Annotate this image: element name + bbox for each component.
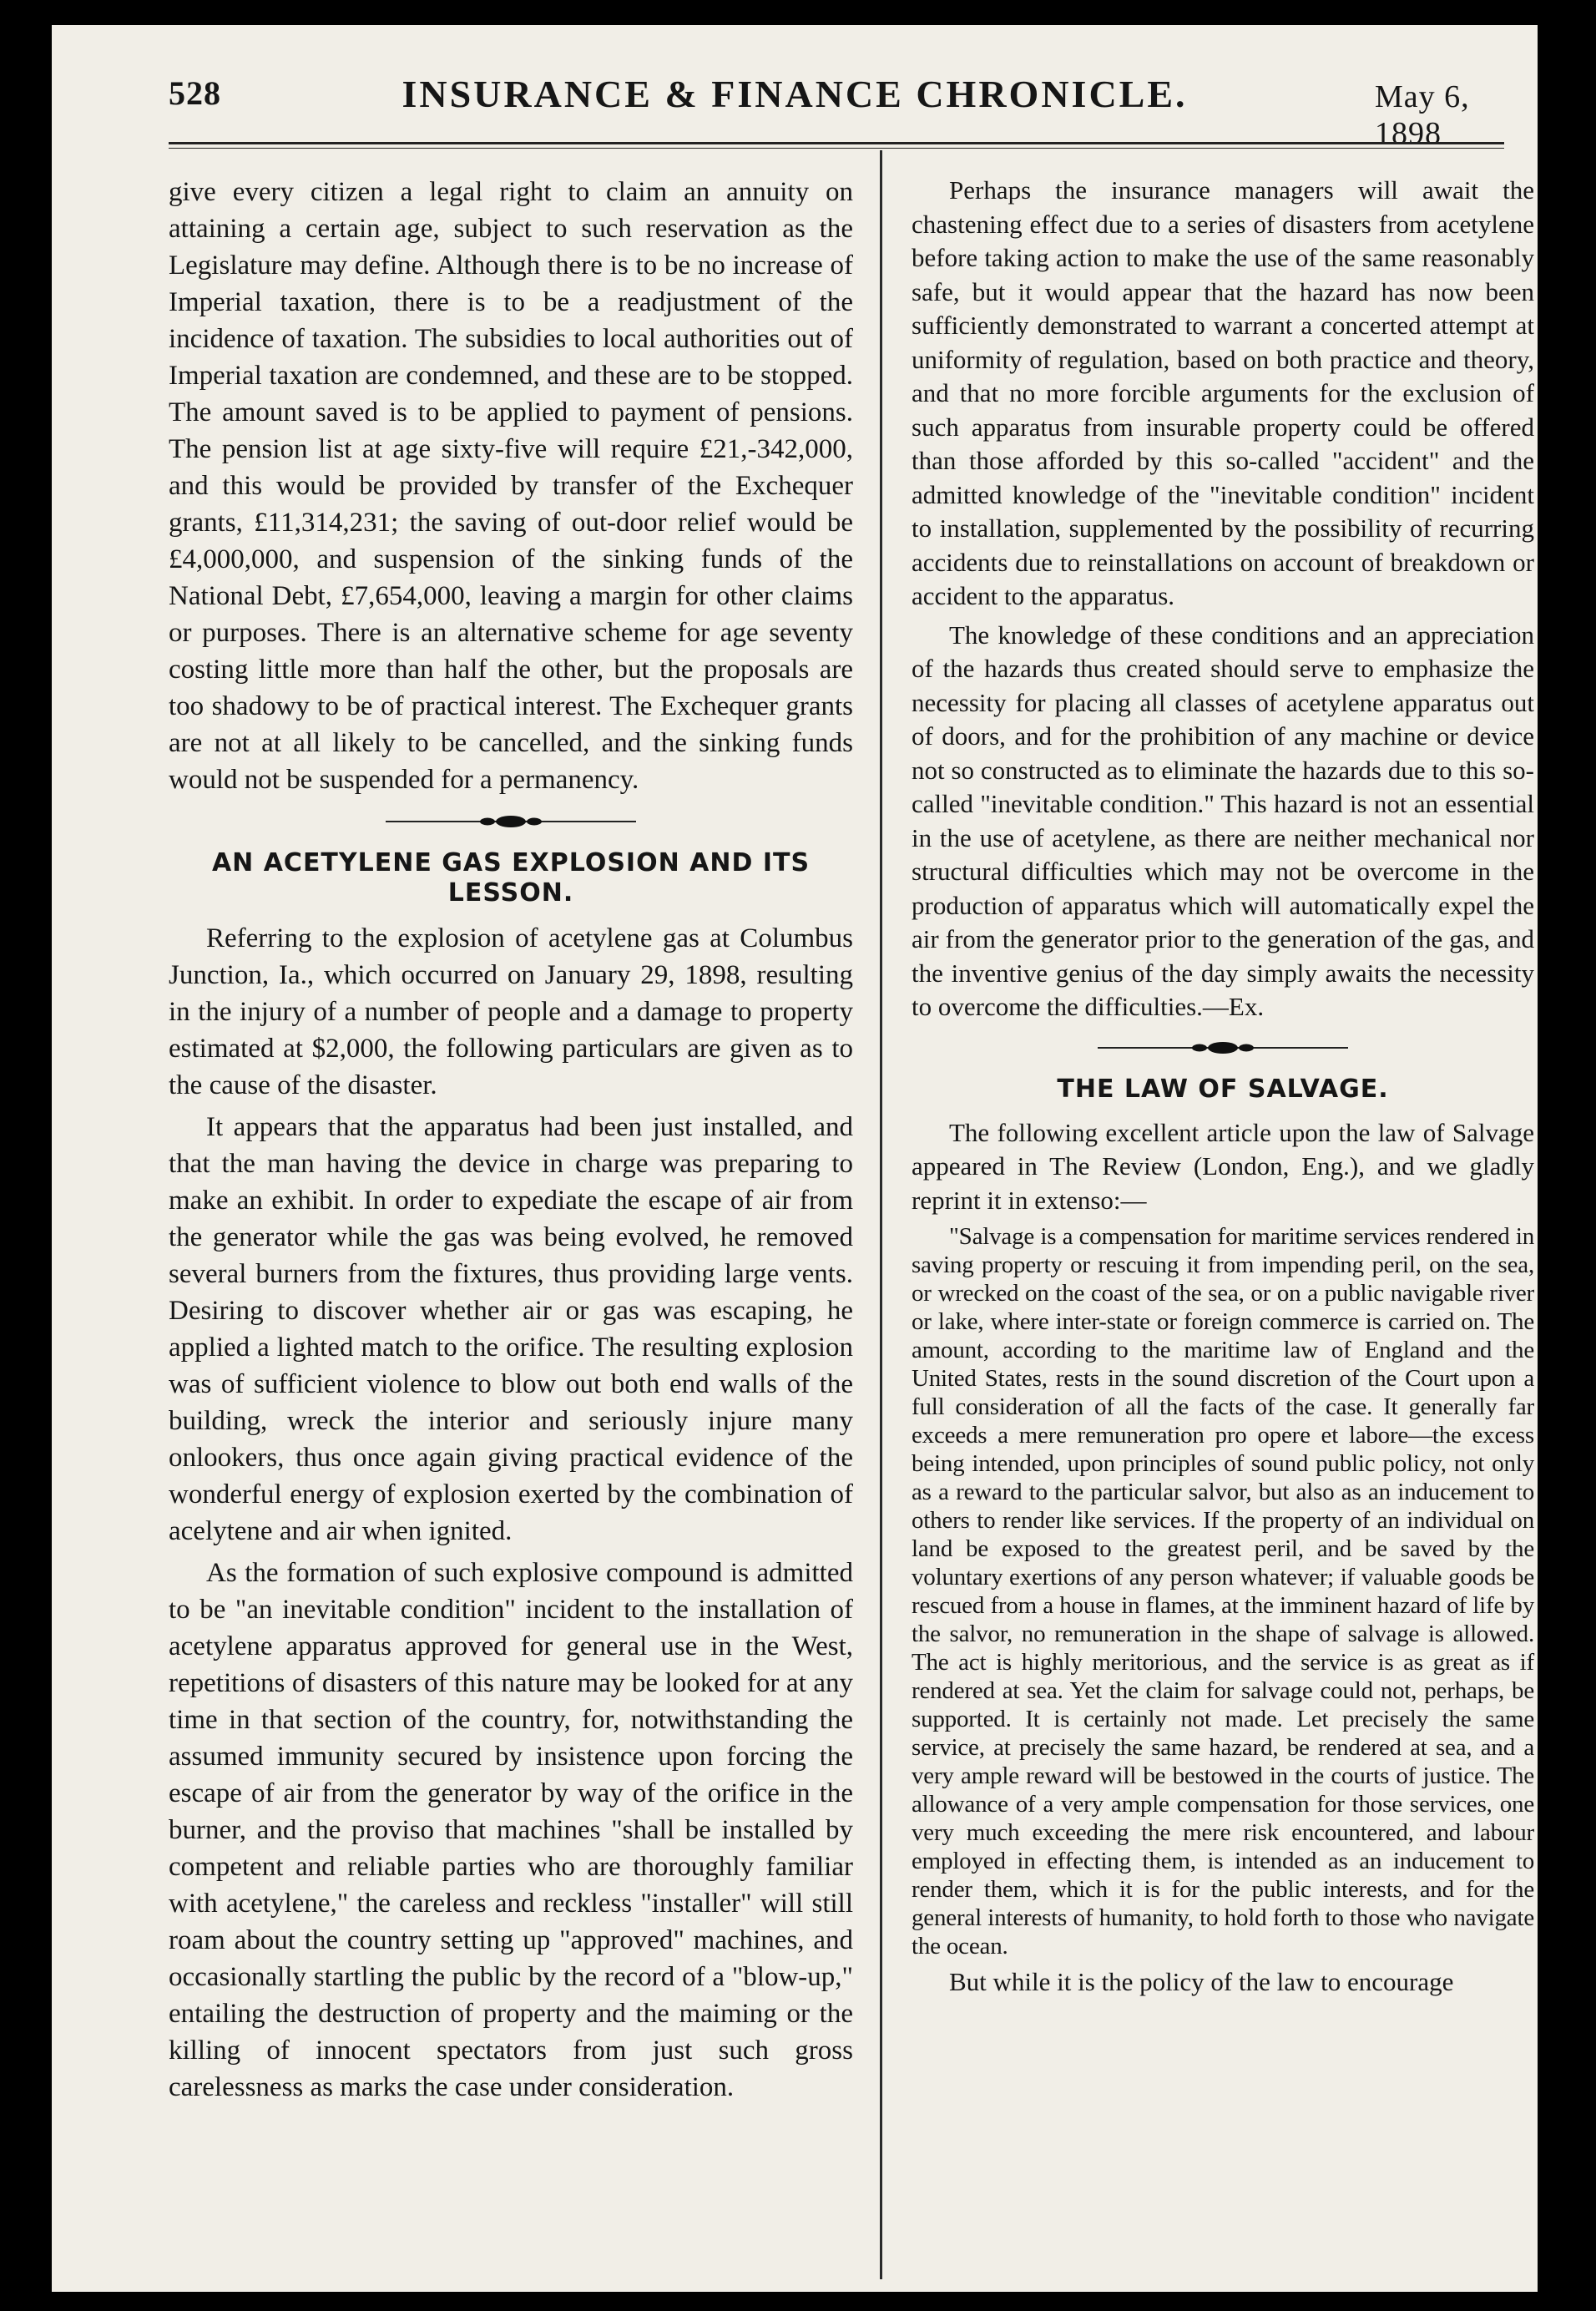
journal-title: INSURANCE & FINANCE CHRONICLE.: [402, 73, 1188, 115]
salvage-closing-paragraph: But while it is the policy of the law to encourage: [949, 1967, 1454, 1996]
acetylene-paragraph-1: Referring to the explosion of acetylene gas at Columbus Junction, Ia., which occurred on January 29, 1898, resulting in the injury of a number of people and a damage to property estimated at $2,000, the following particulars are given as to the cause of the disaster.: [169, 923, 853, 1100]
column-divider: [880, 150, 882, 2279]
ornament-divider-graphic: [386, 813, 636, 830]
page-number: 528: [169, 74, 221, 112]
acetylene-paragraph-4: Perhaps the insurance managers will await the chastening effect due to a series of disasters from acetylene before taking action to make the use of the same reasonably safe, but it would appear that the hazard has now been sufficiently demonstrated to warrant a concerted attempt at uniformity of regulation, based on both practice and theory, and that no more forcible arguments for the exclusion of such apparatus from insurable property could be offered than those afforded by this so-called "accident" and the admitted knowledge of the "inevitable condition" incident to installation, supplemented by the possibility of recurring accidents due to reinstallations on account of breakdown or accident to the apparatus.: [912, 175, 1534, 610]
newspaper-page: [52, 25, 1538, 2292]
right-column: [912, 174, 1534, 2005]
ornament-divider: [1098, 1039, 1348, 1056]
pension-paragraph: give every citizen a legal right to claim an annuity on attaining a certain age, subject to such reservation as the Legislature may define. Although there is to be no increase of Imperial taxation, there is to be a readjustment of the incidence of taxation. The subsidies to local authorities out of Imperial taxation are condemned, and these are to be stopped. The amount saved is to be applied to payment of pensions. The pension list at age sixty-five will require £21,-342,000, and this would be provided by transfer of the Exchequer grants, £11,314,231; the saving of out-door relief would be £4,000,000, and suspension of the sinking funds of the National Debt, £7,654,000, leaving a margin for other claims or purposes. There is an alternative scheme for age seventy costing little more than half the other, but the proposals are too shadowy to be of practical interest. The Exchequer grants are not at all likely to be cancelled, and the sinking funds would not be suspended for a permanency.: [169, 177, 853, 795]
salvage-heading: THE LAW OF SALVAGE.: [1057, 1074, 1389, 1104]
acetylene-paragraph-2: It appears that the apparatus had been just installed, and that the man having the device in charge was preparing to make an exhibit. In order to expediate the escape of air from the generator while the gas was being evolved, he removed several burners from the fixtures, thus providing large vents. Desiring to discover whether air or gas was escaping, he applied a lighted match to the orifice. The resulting explosion was of sufficient violence to blow out both end walls of the building, wreck the interior and seriously injure many onlookers, thus once again giving practical evidence of the wonderful energy of explosion exerted by the combination of acelytene and air when ignited.: [169, 1112, 853, 1546]
page-header: [52, 25, 1538, 151]
acetylene-heading: AN ACETYLENE GAS EXPLOSION AND ITS LESSON.: [211, 848, 811, 908]
ornament-divider-graphic: [1098, 1039, 1348, 1056]
header-rule: [169, 142, 1504, 149]
salvage-intro-paragraph: The following excellent article upon the law of Salvage appeared in The Review (London, Eng.), and we gladly reprint it in extenso:—: [912, 1117, 1534, 1215]
acetylene-paragraph-5: The knowledge of these conditions and an appreciation of the hazards thus created should serve to emphasize the necessity for placing all classes of acetylene apparatus out of doors, and for the prohibition of any machine or device not so constructed as to eliminate the hazards due to this so-called "inevitable condition." This hazard is not an essential in the use of acetylene, as there are neither mechanical nor structural difficulties which may not be overcome in the production of apparatus which will automatically expel the air from the generator prior to the generation of the gas, and the inventive genius of the day simply awaits the necessity to overcome the difficulties.—Ex.: [912, 619, 1534, 1021]
acetylene-paragraph-3: As the formation of such explosive compound is admitted to be "an inevitable condition" incident to the installation of acetylene apparatus approved for general use in the West, repetitions of disasters of this nature may be looked for at any time in that section of the country, for, notwithstanding the assumed immunity secured by insistence upon forcing the escape of air from the generator by way of the orifice in the burner, and the proviso that machines "shall be installed by competent and reliable parties who are thoroughly familiar with acetylene," the careless and reckless "installer" will still roam about the country setting up "approved" machines, and occasionally startling the public by the record of a "blow-up," entailing the destruction of property and the maiming or the killing of innocent spectators from just such gross carelessness as marks the case under consideration.: [169, 1558, 853, 2102]
left-column: [169, 174, 853, 2111]
salvage-quote-paragraph: "Salvage is a compensation for maritime services rendered in saving property or rescuing it from impending peril, on the sea, or wrecked on the coast of the sea, or on a public navigable river or lake, where inter-state or foreign commerce is carried on. The amount, according to the maritime law of England and the United States, rests in the sound discretion of the Court upon a full consideration of all the facts of the case. It generally far exceeds a mere remuneration pro opere et labore—the excess being intended, upon principles of sound public policy, not only as a reward to the particular salvor, but also as an inducement to others to render like services. If the property of an individual on land be exposed to the greatest peril, and be saved by the voluntary exertions of any person whatever; if valuable goods be rescued from a house in flames, at the imminent hazard of life by the salvor, no remuneration in the shape of salvage is allowed. The act is highly meritorious, and the service is as great as if rendered at sea. Yet the claim for salvage could not, perhaps, be supported. It is certainly not made. Let precisely the same service, at precisely the same hazard, be rendered at sea, and a very ample reward will be bestowed in the courts of justice. The allowance of a very ample compensation for those services, one very much exceeding the mere risk encountered, and labour employed in effecting them, is intended as an inducement to render them, which it is for the public interests, and for the general interests of humanity, to hold forth to those who navigate the ocean.: [912, 1223, 1534, 1960]
ornament-divider: [386, 813, 636, 830]
issue-date: May 6, 1898: [1375, 79, 1470, 151]
